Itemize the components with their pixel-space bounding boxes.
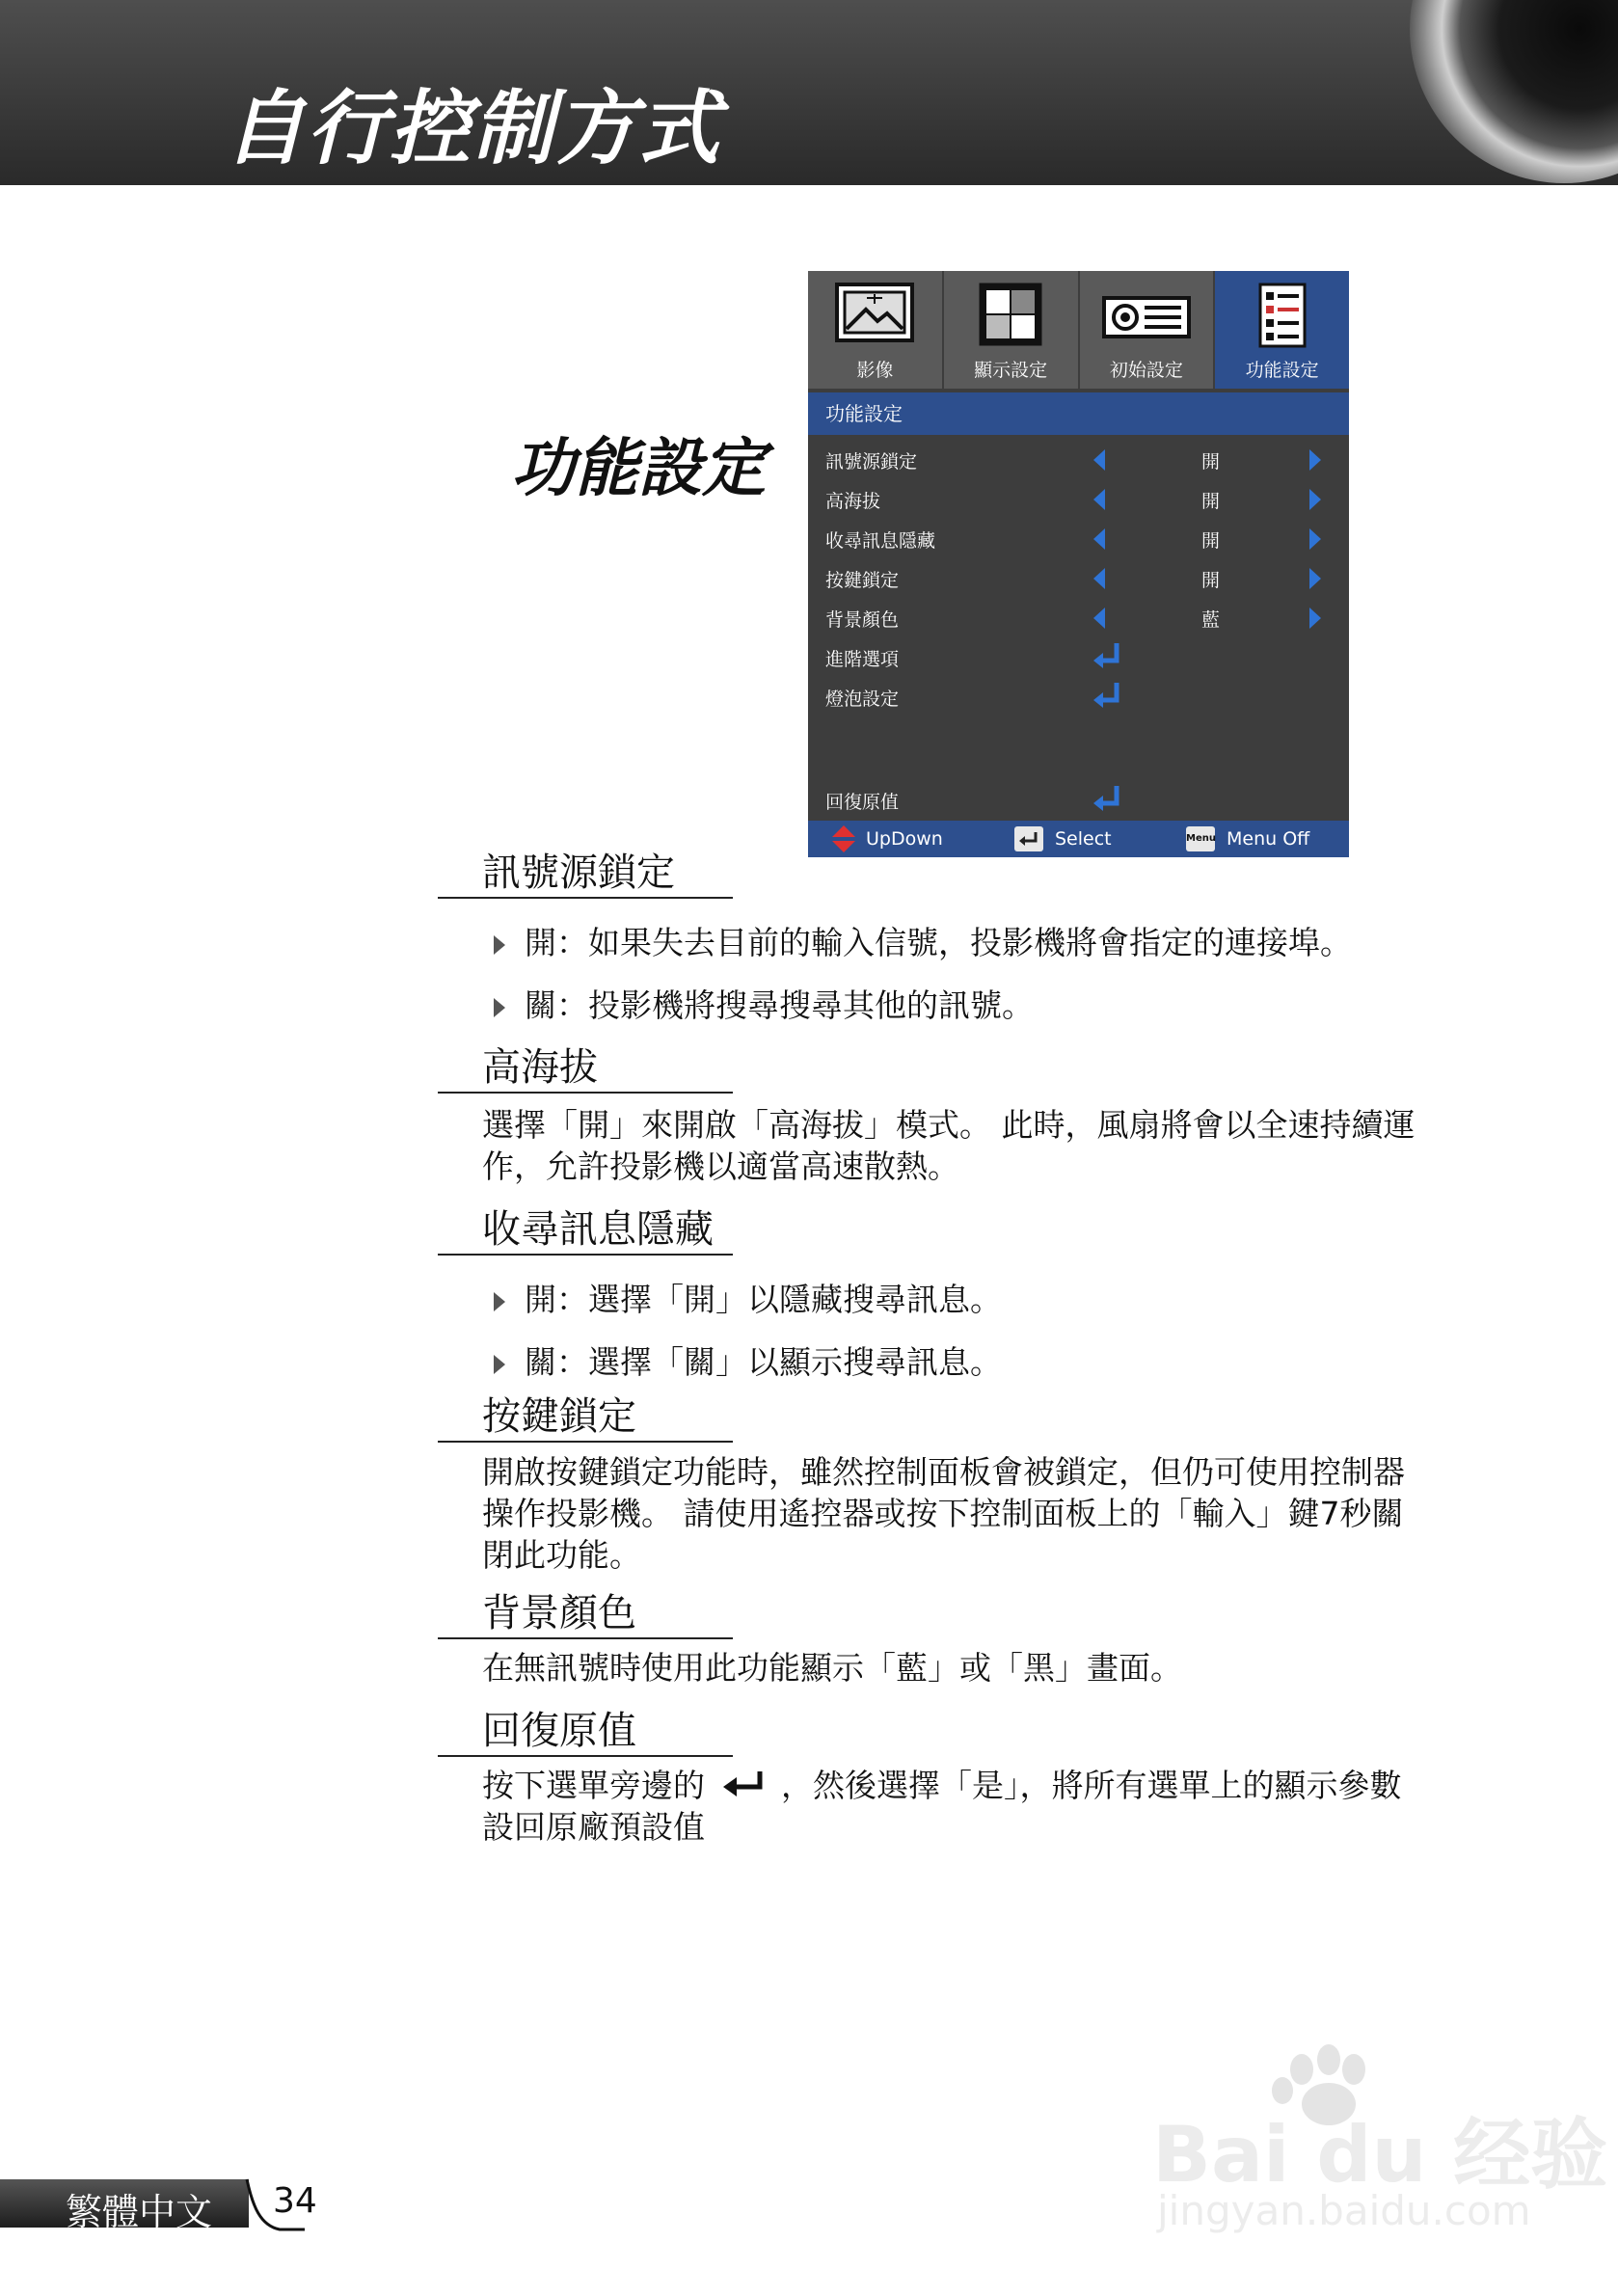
osd-row-info-hide[interactable] bbox=[808, 519, 1349, 557]
arrow-left-icon[interactable] bbox=[1093, 528, 1105, 550]
footer-menu-off: Menu Off bbox=[1227, 828, 1310, 850]
row-value: 開 bbox=[1201, 570, 1221, 591]
paragraph-keypad-lock bbox=[482, 1451, 1504, 1576]
arrow-left-icon[interactable] bbox=[1093, 608, 1105, 629]
osd-tab-bar bbox=[808, 271, 1349, 389]
projector-icon bbox=[1100, 281, 1193, 348]
osd-row-source-lock[interactable] bbox=[808, 440, 1349, 478]
bullet-item bbox=[494, 918, 1352, 963]
enter-icon[interactable] bbox=[1092, 679, 1122, 712]
osd-row-lamp-settings[interactable] bbox=[808, 677, 1349, 716]
arrow-right-icon[interactable] bbox=[1309, 568, 1321, 589]
tab-setup[interactable] bbox=[1080, 271, 1216, 389]
paragraph-line: 閉此功能。 bbox=[482, 1536, 641, 1574]
watermark-brand: Bai du 经验 bbox=[1152, 2110, 1608, 2200]
osd-row-background-color[interactable] bbox=[808, 598, 1349, 636]
row-label: 訊號源鎖定 bbox=[825, 451, 918, 473]
row-value: 開 bbox=[1201, 451, 1221, 473]
enter-icon[interactable] bbox=[1092, 782, 1122, 815]
tab-label: 顯示設定 bbox=[974, 360, 1048, 381]
heading-info-hide: 收尋訊息隱藏 bbox=[438, 1205, 733, 1256]
paragraph-reset bbox=[482, 1765, 1504, 1848]
osd-row-high-altitude[interactable] bbox=[808, 479, 1349, 518]
paragraph-line: 作，允許投影機以適當高速散熱。 bbox=[482, 1148, 959, 1185]
tab-label: 影像 bbox=[856, 360, 894, 381]
osd-row-reset[interactable] bbox=[808, 780, 1349, 819]
arrow-left-icon[interactable] bbox=[1093, 449, 1105, 471]
tab-display[interactable] bbox=[944, 271, 1080, 389]
paragraph-text: ，然後選擇「是」，將所有選單上的顯示參數 bbox=[781, 1767, 1402, 1804]
row-value: 開 bbox=[1201, 491, 1221, 512]
updown-icon bbox=[831, 824, 856, 853]
menu-key-icon: Menu bbox=[1186, 826, 1215, 851]
list-icon bbox=[1256, 281, 1308, 352]
row-label: 背景顏色 bbox=[825, 609, 900, 631]
bullet-arrow-icon bbox=[494, 1292, 505, 1311]
paragraph-line: 選擇「開」來開啟「高海拔」模式。 此時，風扇將會以全速持續運 bbox=[482, 1106, 1416, 1144]
row-value: 藍 bbox=[1201, 609, 1221, 631]
row-value: 開 bbox=[1201, 530, 1221, 552]
enter-icon[interactable] bbox=[1092, 639, 1122, 672]
paragraph-line: 操作投影機。 請使用遙控器或按下控制面板上的「輸入」鍵7秒關 bbox=[482, 1495, 1404, 1532]
arrow-right-icon[interactable] bbox=[1309, 449, 1321, 471]
heading-high-altitude: 高海拔 bbox=[438, 1043, 733, 1094]
enter-key-icon bbox=[1014, 826, 1043, 851]
tab-options[interactable] bbox=[1215, 271, 1349, 389]
tab-label: 初始設定 bbox=[1109, 360, 1183, 381]
arrow-right-icon[interactable] bbox=[1309, 489, 1321, 510]
paragraph-high-altitude bbox=[482, 1104, 1504, 1187]
arrow-left-icon[interactable] bbox=[1093, 489, 1105, 510]
bullet-item bbox=[494, 1337, 1002, 1383]
osd-row-keypad-lock[interactable] bbox=[808, 558, 1349, 597]
osd-menu bbox=[808, 271, 1349, 857]
bullet-text: 開：如果失去目前的輸入信號，投影機將會指定的連接埠。 bbox=[525, 924, 1352, 961]
enter-icon bbox=[721, 1768, 766, 1800]
bullet-item bbox=[494, 1275, 1002, 1320]
footer-language: 繁體中文 bbox=[66, 2191, 213, 2233]
bullet-text: 開：選擇「開」以隱藏搜尋訊息。 bbox=[525, 1281, 1002, 1318]
paragraph-text: 按下選單旁邊的 bbox=[482, 1767, 705, 1804]
row-label: 燈泡設定 bbox=[825, 689, 900, 710]
row-label: 收尋訊息隱藏 bbox=[825, 530, 936, 552]
heading-source-lock: 訊號源鎖定 bbox=[438, 849, 733, 899]
tab-image[interactable] bbox=[808, 271, 944, 389]
chapter-title: 自行控制方式 bbox=[224, 81, 722, 176]
paragraph-line: 開啟按鍵鎖定功能時，雖然控制面板會被鎖定，但仍可使用控制器 bbox=[482, 1453, 1405, 1491]
paragraph-line: 設回原廠預設值 bbox=[482, 1808, 705, 1846]
row-label: 高海拔 bbox=[825, 491, 881, 512]
bullet-item bbox=[494, 981, 1034, 1026]
osd-row-advanced[interactable] bbox=[808, 637, 1349, 676]
bullet-text: 關：選擇「關」以顯示搜尋訊息。 bbox=[525, 1343, 1002, 1381]
arrow-right-icon[interactable] bbox=[1309, 528, 1321, 550]
arrow-right-icon[interactable] bbox=[1309, 608, 1321, 629]
paragraph-line bbox=[482, 1765, 1504, 1806]
osd-footer bbox=[808, 821, 1349, 857]
section-title: 功能設定 bbox=[511, 431, 766, 505]
paragraph-line: 在無訊號時使用此功能顯示「藍」或「黑」畫面。 bbox=[482, 1649, 1182, 1687]
page-number: 34 bbox=[273, 2181, 317, 2221]
display-icon bbox=[977, 281, 1044, 350]
projector-lens-graphic bbox=[1410, 0, 1618, 183]
heading-keypad-lock: 按鍵鎖定 bbox=[438, 1392, 733, 1443]
bullet-arrow-icon bbox=[494, 1355, 505, 1374]
footer-updown: UpDown bbox=[866, 828, 943, 850]
watermark-url: jingyan.baidu.com bbox=[1157, 2187, 1531, 2234]
bullet-arrow-icon bbox=[494, 998, 505, 1017]
row-label: 按鍵鎖定 bbox=[825, 570, 900, 591]
heading-reset: 回復原值 bbox=[438, 1707, 733, 1757]
bullet-text: 關：投影機將搜尋搜尋其他的訊號。 bbox=[525, 986, 1034, 1024]
row-label: 進階選項 bbox=[825, 649, 900, 670]
heading-background-color: 背景顏色 bbox=[438, 1589, 733, 1639]
tab-label: 功能設定 bbox=[1245, 360, 1319, 381]
arrow-left-icon[interactable] bbox=[1093, 568, 1105, 589]
page-header bbox=[0, 0, 1618, 185]
bullet-arrow-icon bbox=[494, 935, 505, 955]
row-label: 回復原值 bbox=[825, 792, 900, 813]
osd-menu-title: 功能設定 bbox=[808, 392, 1349, 435]
paragraph-background-color bbox=[482, 1647, 1504, 1688]
image-icon bbox=[833, 281, 916, 348]
footer-select: Select bbox=[1055, 828, 1112, 850]
